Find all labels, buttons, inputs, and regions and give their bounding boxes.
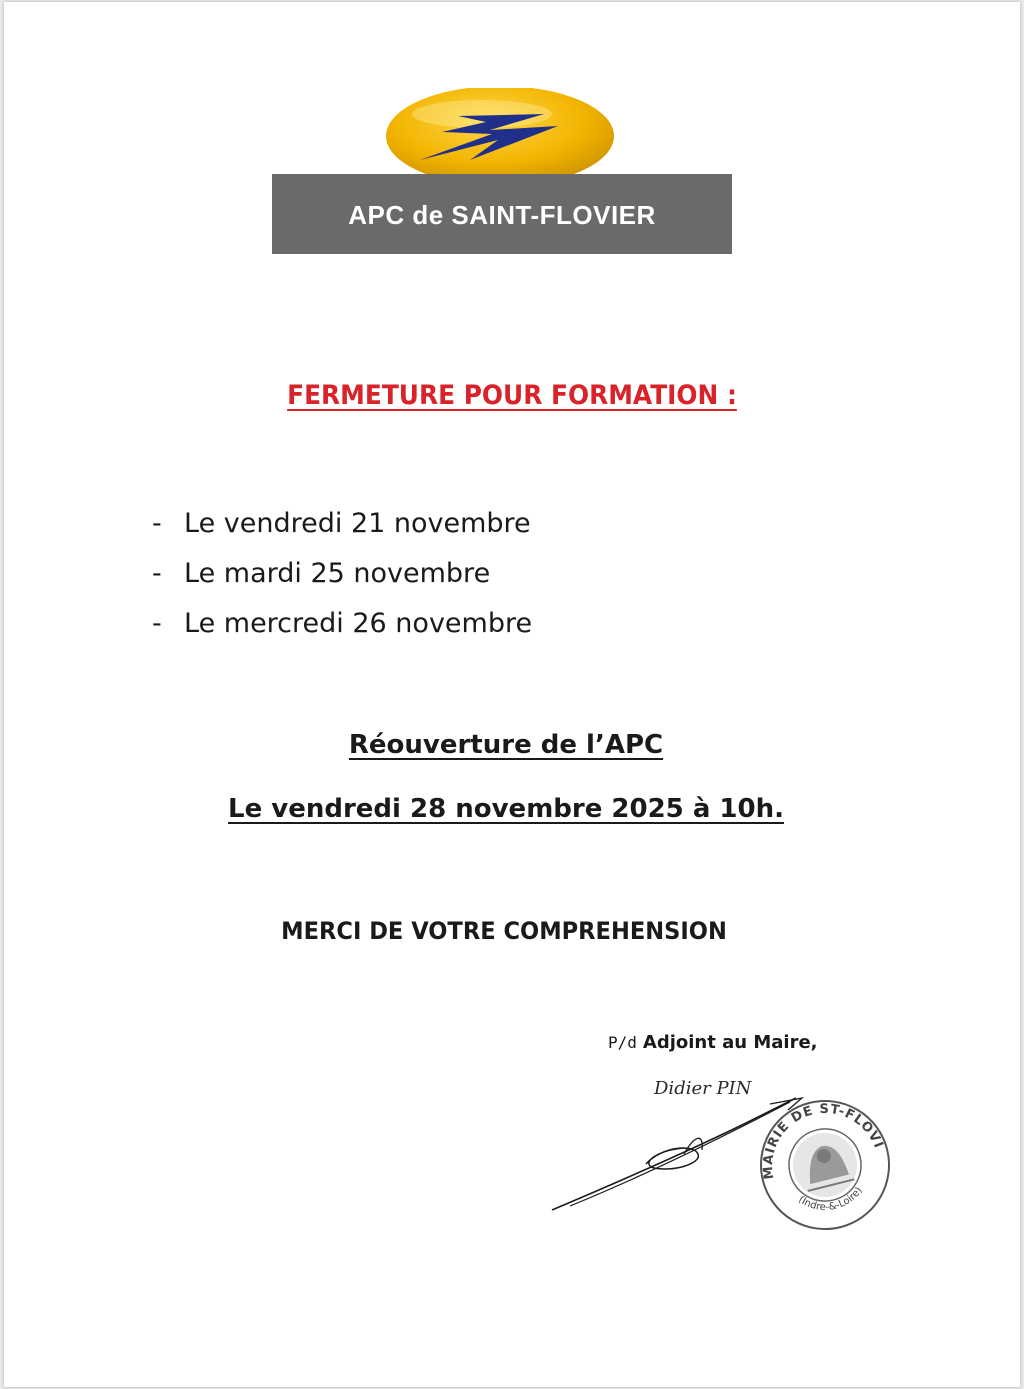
notice-title-text: FERMETURE POUR FORMATION : [287, 380, 737, 411]
pd-abbrev: P/d [608, 1033, 637, 1052]
apc-logo [272, 88, 732, 258]
role-text: Adjoint au Maire, [642, 1032, 818, 1053]
list-item: - Le mardi 25 novembre [152, 558, 491, 589]
closure-date: Le vendredi 21 novembre [184, 508, 531, 539]
reopening-date [4, 794, 1008, 824]
reopening-label [4, 730, 1008, 760]
list-item: - Le vendredi 21 novembre [152, 508, 531, 539]
reopening-label-text: Réouverture de l’APC [348, 730, 664, 760]
list-item: - Le mercredi 26 novembre [152, 608, 533, 639]
document-page [4, 2, 1020, 1387]
closure-date: Le mardi 25 novembre [184, 558, 491, 589]
apc-logo-text: APC de SAINT-FLOVIER [348, 200, 656, 230]
closure-date: Le mercredi 26 novembre [184, 608, 533, 639]
la-poste-bird-icon [272, 88, 732, 258]
signatory-name: Didier PIN [654, 1078, 752, 1099]
signatory-role [608, 1032, 818, 1053]
svg-text:MAIRIE DE ST-FLOVIER: MAIRIE DE ST-FLOVIER [760, 1101, 886, 1181]
mairie-seal-icon [756, 1096, 894, 1234]
svg-text:(Indre-&-Loire): (Indre-&-Loire) [796, 1185, 865, 1214]
thanks-message: MERCI DE VOTRE COMPREHENSION [281, 917, 727, 945]
closure-dates-list [152, 504, 532, 654]
reopening-date-text: Le vendredi 28 novembre 2025 à 10h. [228, 794, 784, 824]
notice-title [45, 380, 980, 411]
